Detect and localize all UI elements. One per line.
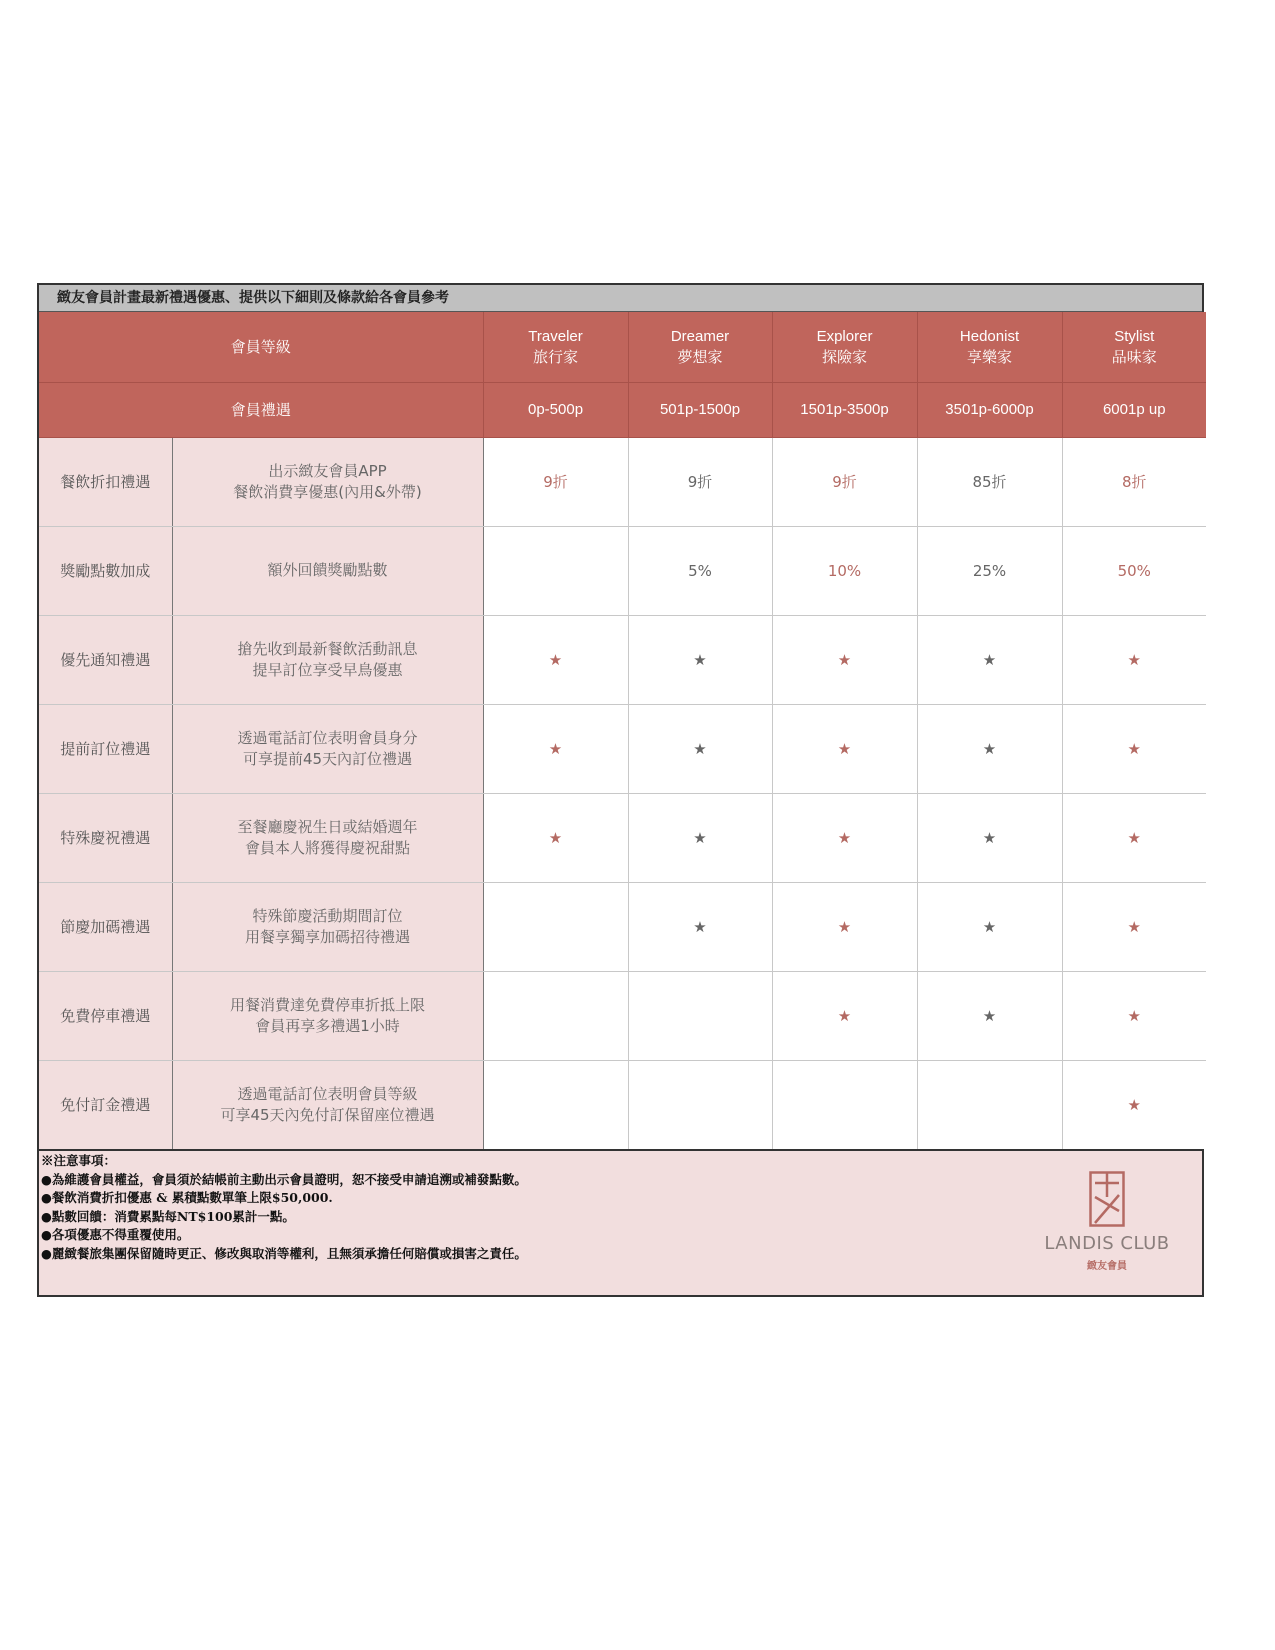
star-icon: ★ <box>772 704 917 793</box>
benefit-value: 9折 <box>483 437 628 526</box>
tier-name: Stylist <box>1114 327 1155 345</box>
note-item: ●餐飲消費折扣優惠 & 累積點數單筆上限$50,000. <box>41 1190 333 1205</box>
table-row <box>39 971 1206 1060</box>
benefit-value <box>483 882 628 971</box>
tier-range: 501p-1500p <box>628 382 772 437</box>
star-icon: ★ <box>483 615 628 704</box>
note-item: ●各項優惠不得重覆使用。 <box>41 1227 190 1242</box>
table-row <box>39 704 1206 793</box>
tier-zh-name: 夢想家 <box>677 348 723 366</box>
notes-heading: ※注意事項： <box>41 1153 117 1168</box>
tier-zh-name: 品味家 <box>1111 348 1157 366</box>
star-icon: ★ <box>1062 882 1206 971</box>
star-icon: ★ <box>917 615 1062 704</box>
star-icon: ★ <box>917 704 1062 793</box>
benefit-value <box>483 1060 628 1149</box>
star-icon: ★ <box>1062 615 1206 704</box>
description-line: 用餐享獨享加碼招待禮遇 <box>245 927 411 946</box>
landis-club-logo <box>1042 1171 1172 1272</box>
description-line: 提早訂位享受早鳥優惠 <box>252 660 403 679</box>
description-line: 透過電話訂位表明會員身分 <box>237 728 418 747</box>
benefit-name: 節慶加碼禮遇 <box>39 882 172 971</box>
note-item: ●為維護會員權益，會員須於結帳前主動出示會員證明，恕不接受申請追溯或補發點數。 <box>41 1171 527 1187</box>
description-line: 可享提前45天內訂位禮遇 <box>242 749 413 768</box>
star-icon: ★ <box>628 882 772 971</box>
benefit-name: 餐飲折扣禮遇 <box>39 437 172 526</box>
tier-header-stylist <box>1062 312 1206 382</box>
star-icon: ★ <box>772 615 917 704</box>
star-icon: ★ <box>1062 1060 1206 1149</box>
benefit-value <box>628 971 772 1060</box>
tier-header-traveler <box>483 312 628 382</box>
benefit-description <box>172 704 483 793</box>
tier-name: Dreamer <box>670 327 730 345</box>
benefit-name: 免付訂金禮遇 <box>39 1060 172 1149</box>
description-line: 會員再享多禮遇1小時 <box>255 1016 400 1035</box>
star-icon: ★ <box>917 882 1062 971</box>
table-row <box>39 615 1206 704</box>
benefit-name: 優先通知禮遇 <box>39 615 172 704</box>
star-icon: ★ <box>772 793 917 882</box>
star-icon: ★ <box>917 971 1062 1060</box>
tier-label: 會員等級 <box>39 312 483 382</box>
description-line: 會員本人將獲得慶祝甜點 <box>245 838 411 857</box>
star-icon: ★ <box>772 971 917 1060</box>
notes-section <box>39 1149 1202 1295</box>
star-icon: ★ <box>483 793 628 882</box>
benefit-value: 8折 <box>1062 437 1206 526</box>
benefit-value: 9折 <box>628 437 772 526</box>
description-line: 透過電話訂位表明會員等級 <box>237 1084 418 1103</box>
benefit-value: 10% <box>772 526 917 615</box>
benefit-description <box>172 526 483 615</box>
description-line: 餐飲消費享優惠(內用&外帶) <box>233 482 422 501</box>
table-row <box>39 437 1206 526</box>
benefit-label: 會員禮遇 <box>39 382 483 437</box>
note-item: ●麗緻餐旅集團保留隨時更正、修改與取消等權利，且無須承擔任何賠償或損害之責任。 <box>41 1245 527 1261</box>
description-line: 用餐消費達免費停車折抵上限 <box>230 995 426 1014</box>
benefit-description <box>172 882 483 971</box>
tier-range: 1501p-3500p <box>772 382 917 437</box>
description-line: 可享45天內免付訂保留座位禮遇 <box>220 1105 435 1124</box>
description-line: 出示緻友會員APP <box>268 461 387 480</box>
benefit-name: 獎勵點數加成 <box>39 526 172 615</box>
star-icon: ★ <box>483 704 628 793</box>
page-title: 緻友會員計畫最新禮遇優惠、提供以下細則及條款給各會員參考 <box>39 285 1202 312</box>
star-icon: ★ <box>917 793 1062 882</box>
table-row <box>39 1060 1206 1149</box>
description-line: 額外回饋獎勵點數 <box>267 561 388 579</box>
star-icon: ★ <box>628 793 772 882</box>
description-line: 特殊節慶活動期間訂位 <box>252 906 403 925</box>
description-line: 搶先收到最新餐飲活動訊息 <box>237 639 418 658</box>
tier-zh-name: 享樂家 <box>967 348 1013 366</box>
benefit-name: 提前訂位禮遇 <box>39 704 172 793</box>
table-row <box>39 882 1206 971</box>
benefit-value: 25% <box>917 526 1062 615</box>
tier-range: 6001p up <box>1062 382 1206 437</box>
tier-zh-name: 旅行家 <box>533 348 579 366</box>
star-icon: ★ <box>1062 793 1206 882</box>
description-line: 至餐廳慶祝生日或結婚週年 <box>237 817 418 836</box>
tier-name: Explorer <box>816 327 873 345</box>
tier-header-explorer <box>772 312 917 382</box>
tier-header-dreamer <box>628 312 772 382</box>
tier-range: 0p-500p <box>483 382 628 437</box>
benefit-value <box>772 1060 917 1149</box>
benefit-value <box>483 526 628 615</box>
benefits-document <box>37 283 1204 1297</box>
logo-subtitle: 緻友會員 <box>1087 1261 1127 1272</box>
benefit-description <box>172 437 483 526</box>
tier-zh-name: 探險家 <box>822 348 868 366</box>
benefit-value <box>917 1060 1062 1149</box>
tier-range: 3501p-6000p <box>917 382 1062 437</box>
star-icon: ★ <box>772 882 917 971</box>
tier-header-hedonist <box>917 312 1062 382</box>
benefit-value: 5% <box>628 526 772 615</box>
benefit-name: 特殊慶祝禮遇 <box>39 793 172 882</box>
benefit-value: 85折 <box>917 437 1062 526</box>
benefit-value: 9折 <box>772 437 917 526</box>
landis-logo-icon <box>1089 1171 1125 1227</box>
benefit-name: 免費停車禮遇 <box>39 971 172 1060</box>
table-row <box>39 793 1206 882</box>
logo-name: LANDIS CLUB <box>1044 1233 1170 1254</box>
benefit-description <box>172 615 483 704</box>
star-icon: ★ <box>1062 704 1206 793</box>
star-icon: ★ <box>628 615 772 704</box>
benefit-value: 50% <box>1062 526 1206 615</box>
benefit-value <box>483 971 628 1060</box>
star-icon: ★ <box>1062 971 1206 1060</box>
benefit-value <box>628 1060 772 1149</box>
star-icon: ★ <box>628 704 772 793</box>
note-item: ●點數回饋：消費累點每NT$100累計一點。 <box>41 1208 295 1224</box>
range-header-row <box>39 382 1206 437</box>
notes-list <box>41 1171 1202 1264</box>
benefit-description <box>172 1060 483 1149</box>
benefit-description <box>172 971 483 1060</box>
tier-name: Traveler <box>528 327 583 345</box>
benefits-table <box>39 312 1206 1149</box>
tier-header-row <box>39 312 1206 382</box>
table-row <box>39 526 1206 615</box>
tier-name: Hedonist <box>959 327 1020 345</box>
benefit-description <box>172 793 483 882</box>
